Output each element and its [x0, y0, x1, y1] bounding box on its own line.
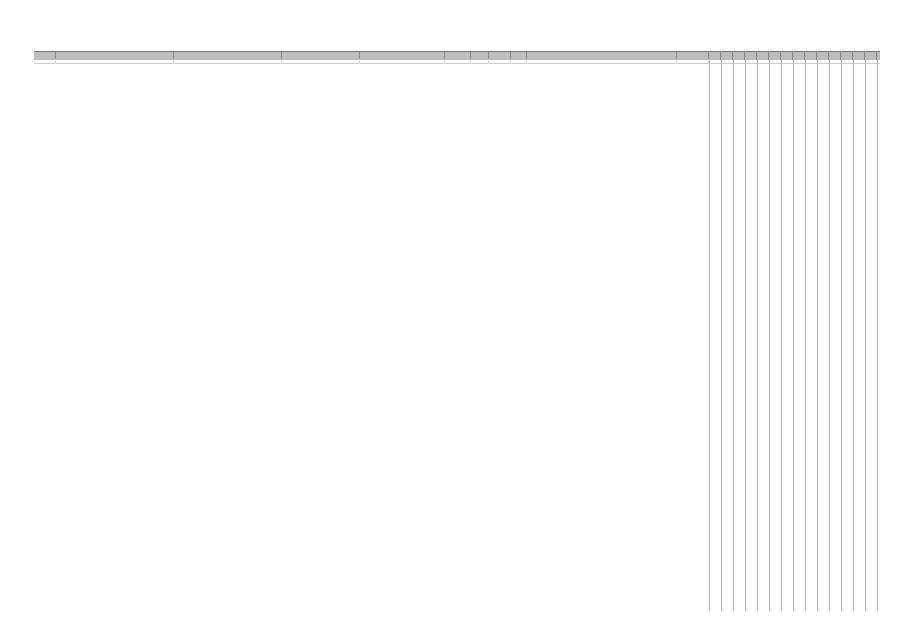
- column-divider: [817, 51, 818, 611]
- cell-period: [677, 59, 709, 64]
- column-divider: [829, 51, 830, 611]
- column-divider: [721, 51, 722, 611]
- column-divider: [769, 51, 770, 611]
- cell-region: [56, 59, 174, 64]
- column-divider: [853, 51, 854, 611]
- cell-district: [174, 59, 282, 64]
- column-divider: [733, 51, 734, 611]
- column-divider: [841, 51, 842, 611]
- column-divider: [781, 51, 782, 611]
- cell-street: [360, 59, 445, 64]
- data-table: [34, 51, 880, 611]
- cell-work: [527, 59, 677, 64]
- column-divider: [805, 51, 806, 611]
- cell-city: [282, 59, 360, 64]
- cell-area: [489, 59, 511, 64]
- column-divider: [877, 51, 878, 611]
- column-divider: [709, 51, 710, 611]
- column-divider: [757, 51, 758, 611]
- column-divider: [745, 51, 746, 611]
- cell-year: [471, 59, 489, 64]
- table-row: [34, 59, 880, 64]
- column-divider: [865, 51, 866, 611]
- cell-id: [34, 59, 56, 64]
- cell-code: [511, 59, 527, 64]
- column-divider: [793, 51, 794, 611]
- cell-house: [445, 59, 471, 64]
